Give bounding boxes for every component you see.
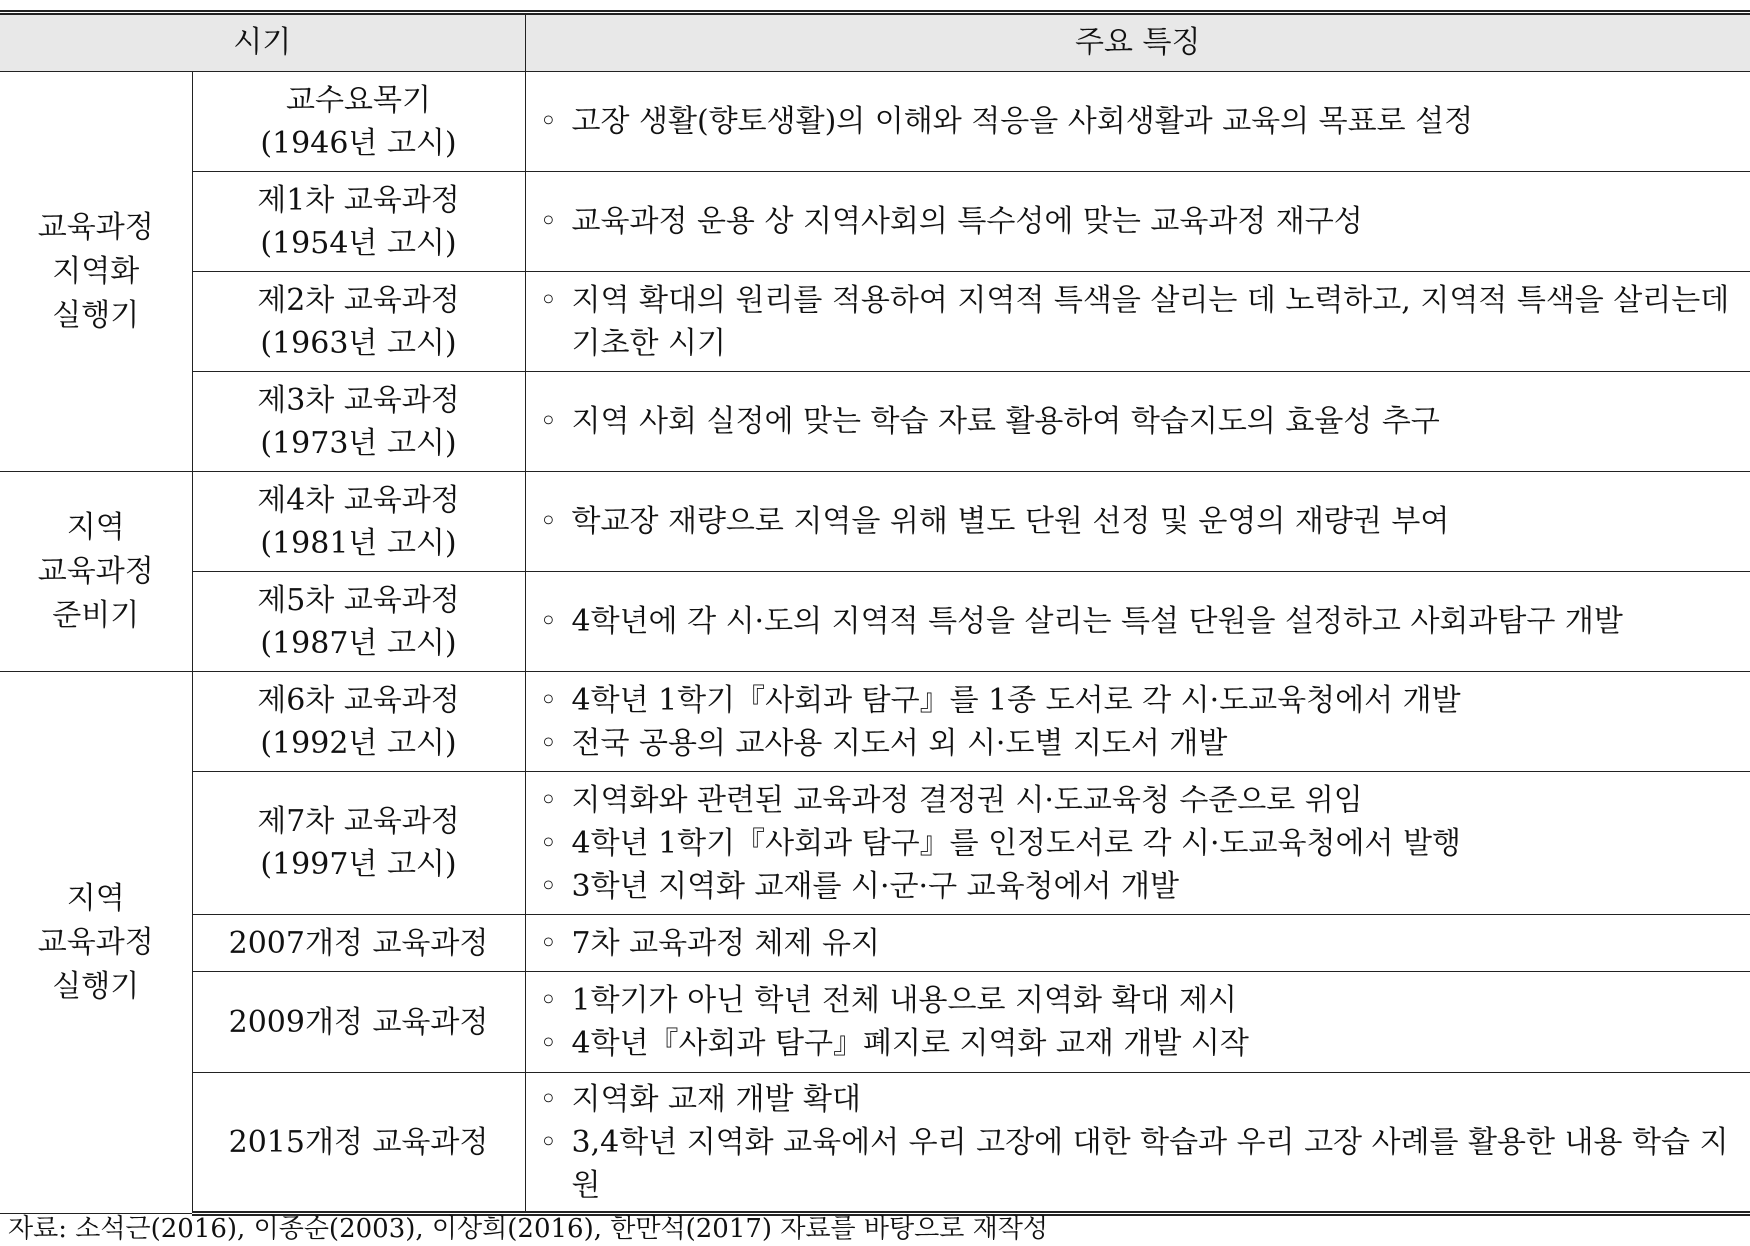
period-cell: 제5차 교육과정 (1987년 고시) xyxy=(192,572,525,672)
feature-item: ◦ 4학년 1학기『사회과 탐구』를 1종 도서로 각 시·도교육청에서 개발 xyxy=(538,679,1745,722)
period-cell: 제7차 교육과정 (1997년 고시) xyxy=(192,772,525,915)
table-row xyxy=(0,72,1750,172)
period-cell: 2015개정 교육과정 xyxy=(192,1073,525,1214)
header-period: 시기 xyxy=(0,13,525,72)
feature-item: ◦ 4학년『사회과 탐구』폐지로 지역화 교재 개발 시작 xyxy=(538,1022,1745,1065)
table-row xyxy=(0,672,1750,772)
period-cell: 제3차 교육과정 (1973년 고시) xyxy=(192,372,525,472)
feature-item: ◦ 지역화와 관련된 교육과정 결정권 시·도교육청 수준으로 위임 xyxy=(538,779,1745,822)
group-label: 지역 교육과정 준비기 xyxy=(0,472,192,672)
feature-item: ◦ 3학년 지역화 교재를 시·군·구 교육청에서 개발 xyxy=(538,865,1745,908)
period-cell: 제1차 교육과정 (1954년 고시) xyxy=(192,172,525,272)
feature-item: ◦ 지역화 교재 개발 확대 xyxy=(538,1078,1745,1121)
period-cell: 제4차 교육과정 (1981년 고시) xyxy=(192,472,525,572)
table-row xyxy=(0,1073,1750,1214)
features-cell xyxy=(525,72,1750,172)
feature-item: ◦ 학교장 재량으로 지역을 위해 별도 단원 선정 및 운영의 재량권 부여 xyxy=(538,500,1745,543)
feature-item: ◦ 지역 확대의 원리를 적용하여 지역적 특색을 살리는 데 노력하고, 지역적 특색을 살리는데 기초한 시기 xyxy=(538,279,1745,365)
feature-item: ◦ 교육과정 운용 상 지역사회의 특수성에 맞는 교육과정 재구성 xyxy=(538,200,1745,243)
features-cell xyxy=(525,772,1750,915)
table-row xyxy=(0,572,1750,672)
table-row xyxy=(0,372,1750,472)
group-label: 지역 교육과정 실행기 xyxy=(0,672,192,1214)
features-cell xyxy=(525,972,1750,1073)
period-cell: 2007개정 교육과정 xyxy=(192,915,525,972)
period-cell: 제2차 교육과정 (1963년 고시) xyxy=(192,272,525,372)
group-label: 교육과정 지역화 실행기 xyxy=(0,72,192,472)
feature-item: ◦ 4학년에 각 시·도의 지역적 특성을 살리는 특설 단원을 설정하고 사회과탐구 개발 xyxy=(538,600,1745,643)
table-row xyxy=(0,772,1750,915)
table-row xyxy=(0,272,1750,372)
table-row xyxy=(0,972,1750,1073)
period-cell: 제6차 교육과정 (1992년 고시) xyxy=(192,672,525,772)
features-cell xyxy=(525,472,1750,572)
feature-item: ◦ 4학년 1학기『사회과 탐구』를 인정도서로 각 시·도교육청에서 발행 xyxy=(538,822,1745,865)
features-cell xyxy=(525,372,1750,472)
features-cell xyxy=(525,672,1750,772)
features-cell xyxy=(525,1073,1750,1214)
feature-item: ◦ 3,4학년 지역화 교육에서 우리 고장에 대한 학습과 우리 고장 사례를 활용한 내용 학습 지원 xyxy=(538,1121,1745,1207)
curriculum-history-table xyxy=(0,10,1750,1216)
features-cell xyxy=(525,572,1750,672)
features-cell xyxy=(525,272,1750,372)
header-features: 주요 특징 xyxy=(525,13,1750,72)
feature-item: ◦ 1학기가 아닌 학년 전체 내용으로 지역화 확대 제시 xyxy=(538,979,1745,1022)
table-container xyxy=(0,10,1750,1216)
features-cell xyxy=(525,172,1750,272)
table-row xyxy=(0,172,1750,272)
feature-item: ◦ 고장 생활(향토생활)의 이해와 적응을 사회생활과 교육의 목표로 설정 xyxy=(538,100,1745,143)
table-row xyxy=(0,472,1750,572)
feature-item: ◦ 7차 교육과정 체제 유지 xyxy=(538,922,1745,965)
features-cell xyxy=(525,915,1750,972)
period-cell: 2009개정 교육과정 xyxy=(192,972,525,1073)
header-row xyxy=(0,13,1750,72)
period-cell: 교수요목기 (1946년 고시) xyxy=(192,72,525,172)
feature-item: ◦ 전국 공용의 교사용 지도서 외 시·도별 지도서 개발 xyxy=(538,722,1745,765)
source-note: 자료: 소석근(2016), 이종순(2003), 이상희(2016), 한만석(2017) 자료를 바탕으로 재작성 xyxy=(8,1214,1049,1244)
feature-item: ◦ 지역 사회 실정에 맞는 학습 자료 활용하여 학습지도의 효율성 추구 xyxy=(538,400,1745,443)
table-row xyxy=(0,915,1750,972)
